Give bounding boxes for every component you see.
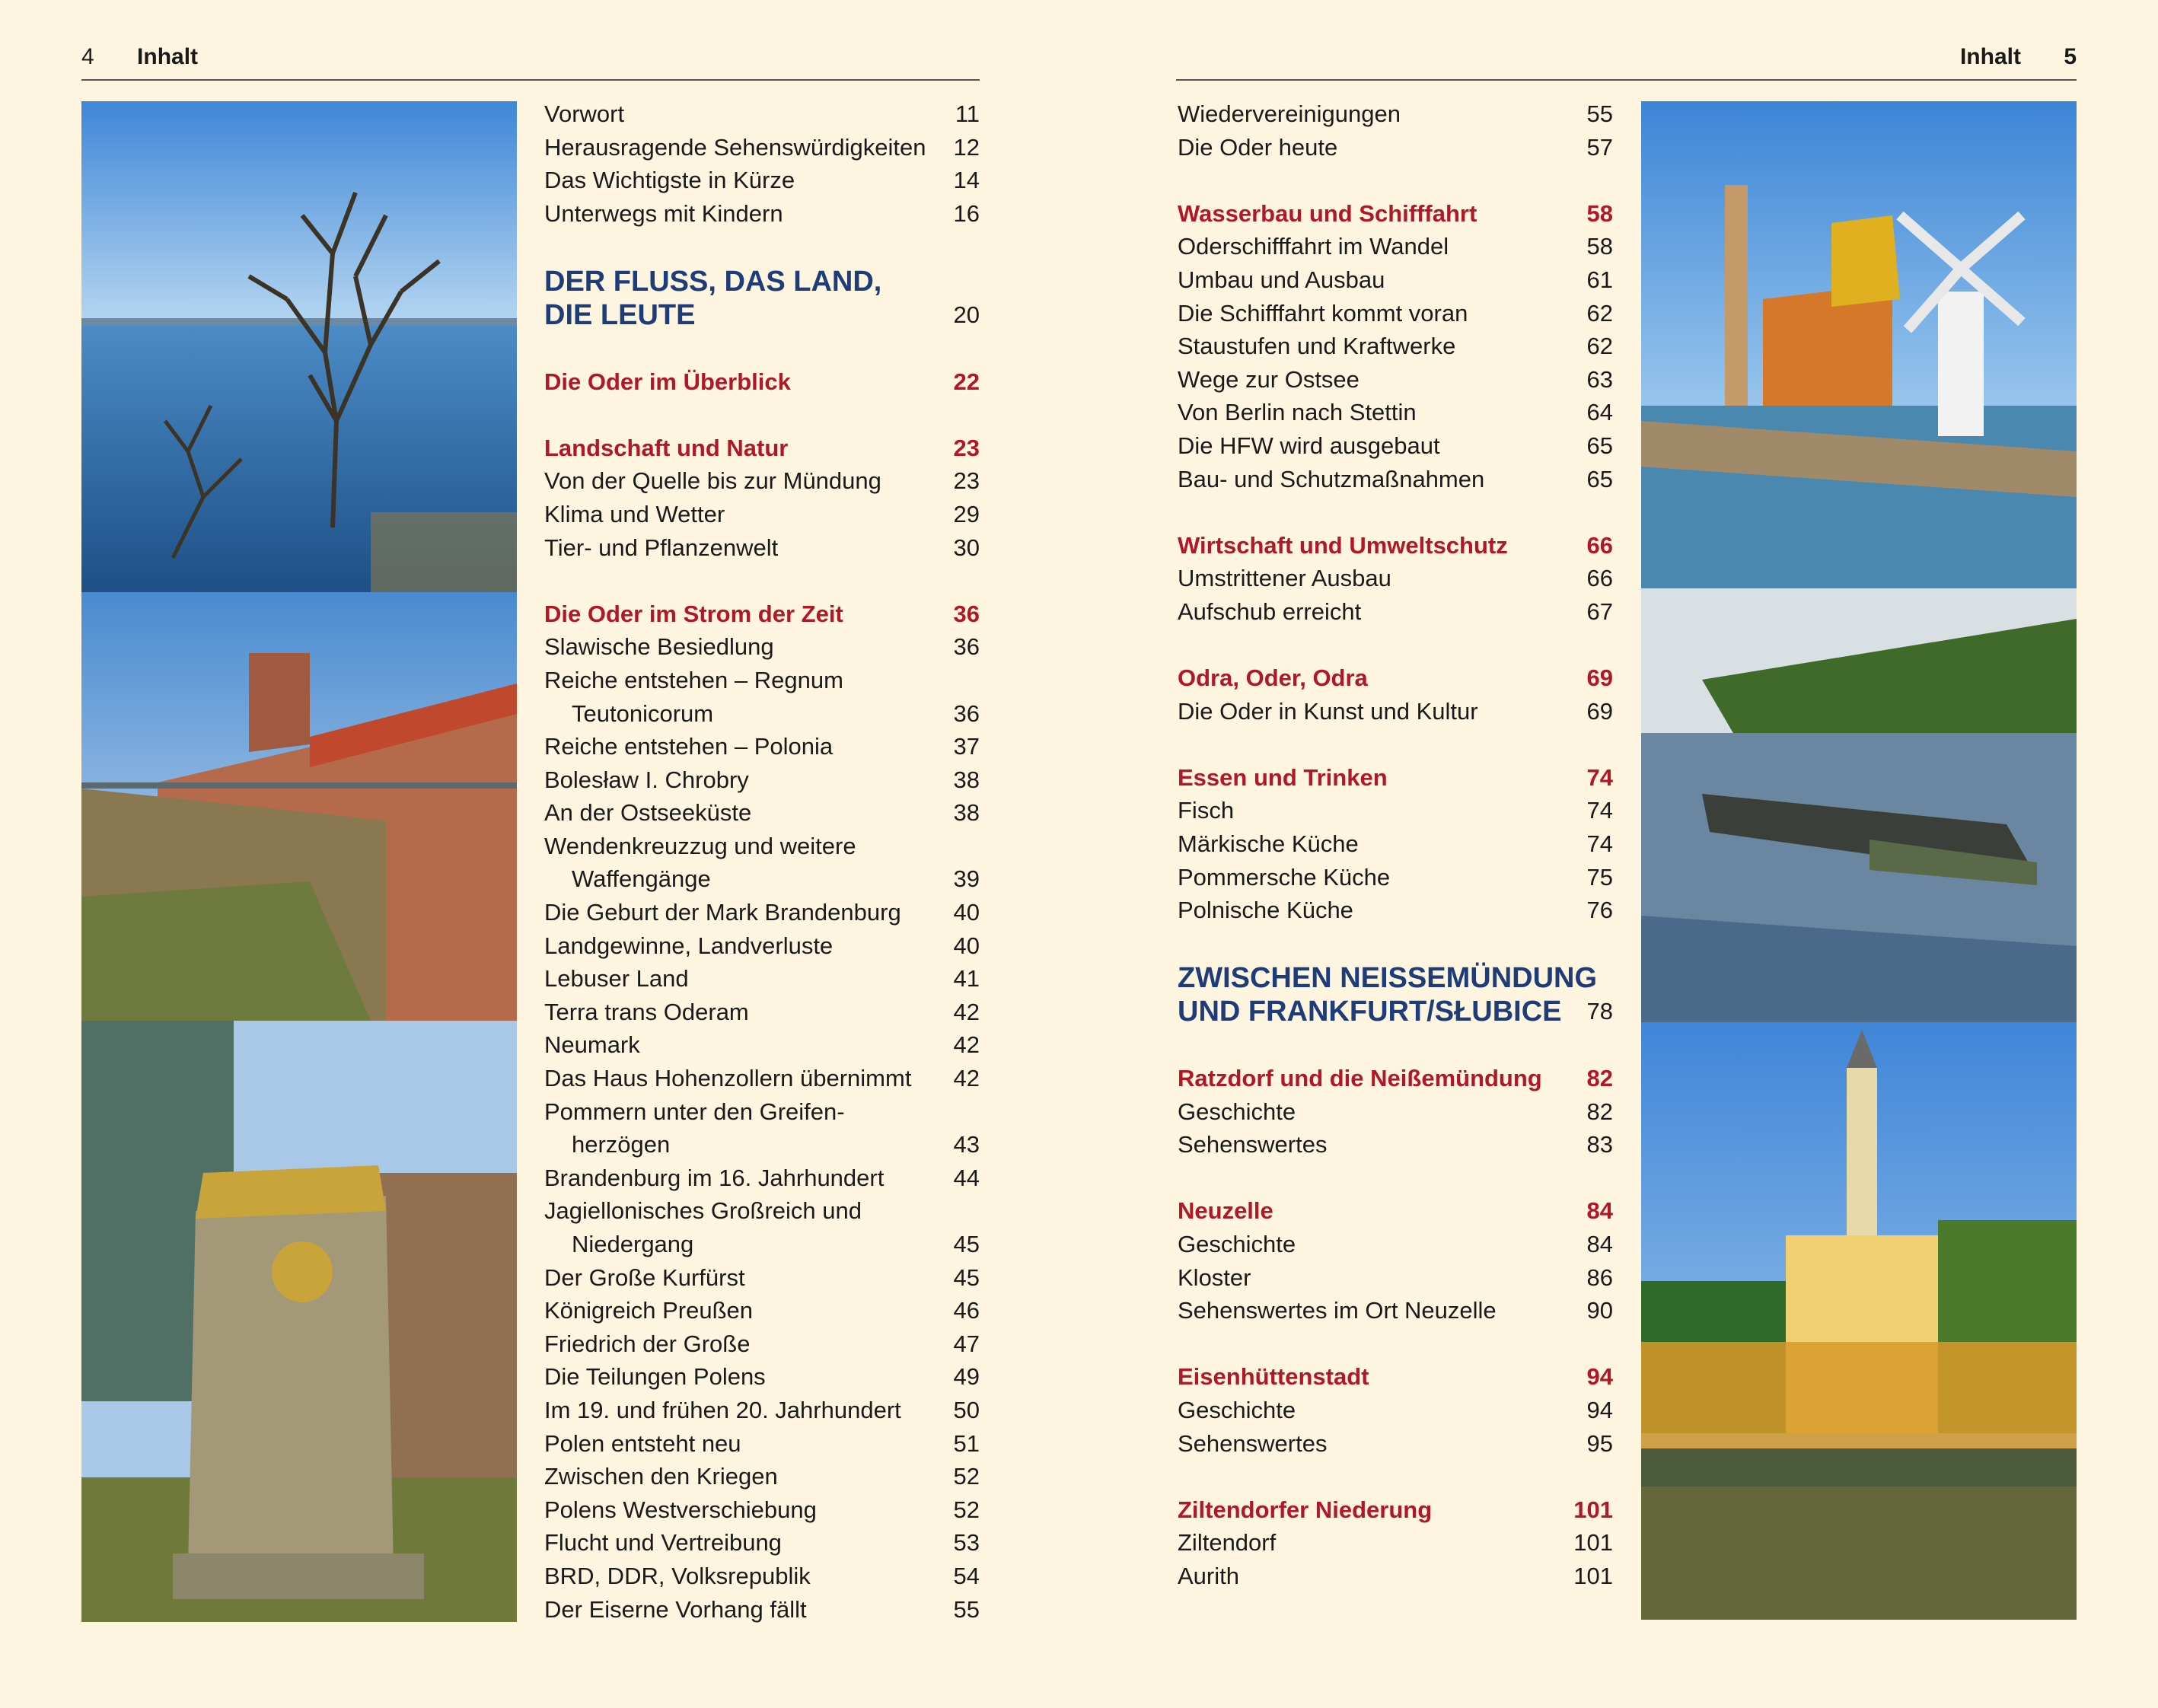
toc-spacer: [544, 230, 980, 263]
toc-page-number: 23: [953, 467, 980, 495]
toc-page-number: 30: [953, 534, 980, 561]
toc-entry[interactable]: [544, 131, 980, 164]
toc-page-number: 42: [953, 1065, 980, 1092]
toc-page-number: 55: [1586, 100, 1613, 127]
toc-entry-label: Königreich Preußen: [544, 1297, 753, 1324]
toc-entry-label: Friedrich der Große: [544, 1330, 751, 1357]
toc-entry[interactable]: [544, 1560, 980, 1593]
toc-page-number: 65: [1586, 465, 1613, 492]
toc-page-number: 69: [1586, 664, 1613, 692]
toc-page-number: 40: [953, 932, 980, 959]
right-table-of-contents: [1178, 97, 1613, 1593]
toc-page-number: 54: [953, 1562, 980, 1589]
toc-page-number: 49: [953, 1363, 980, 1391]
toc-entry-label: Klima und Wetter: [544, 500, 725, 527]
toc-entry-label: Lebuser Land: [544, 965, 689, 993]
toc-page-number: 58: [1586, 233, 1613, 260]
toc-page-number: 66: [1586, 565, 1613, 592]
toc-entry[interactable]: [544, 730, 980, 763]
toc-page-number: 22: [953, 368, 980, 395]
toc-page-number: 82: [1586, 1065, 1613, 1092]
toc-entry[interactable]: [1178, 330, 1613, 363]
toc-entry[interactable]: [544, 1526, 980, 1560]
toc-entry-label: Von der Quelle bis zur Mündung: [544, 467, 881, 495]
left-header-title: Inhalt: [137, 44, 199, 69]
toc-entry-label: Geschichte: [1178, 1098, 1296, 1125]
right-page-header: [1960, 44, 2077, 70]
toc-page-number: 42: [953, 1031, 980, 1059]
toc-page-number: 11: [955, 100, 980, 127]
toc-spacer: [1178, 1028, 1613, 1062]
toc-spacer: [1178, 1327, 1613, 1361]
toc-entry-label: Sehenswertes: [1178, 1131, 1328, 1158]
toc-entry[interactable]: [544, 630, 980, 664]
toc-page-number: 74: [1586, 797, 1613, 824]
photo-port-windmill: [1641, 101, 2077, 588]
toc-entry[interactable]: [544, 1128, 980, 1162]
right-header-rule: [1176, 79, 2077, 81]
toc-entry[interactable]: [544, 962, 980, 996]
toc-entry[interactable]: [544, 929, 980, 963]
toc-entry-label: Waffengänge: [572, 865, 711, 893]
toc-page-number: 43: [953, 1131, 980, 1158]
toc-entry-label: Reiche entstehen – Polonia: [544, 733, 834, 760]
toc-entry[interactable]: [1178, 131, 1613, 164]
toc-section-heading[interactable]: [544, 597, 980, 631]
toc-entry-label: Herausragende Sehenswürdigkeiten: [544, 133, 926, 161]
right-page-number: 5: [2064, 44, 2077, 69]
toc-entry[interactable]: [544, 1460, 980, 1493]
left-page-number: 4: [81, 44, 94, 69]
toc-entry-label: Jagiellonisches Großreich und: [544, 1197, 862, 1225]
toc-spacer: [1178, 927, 1613, 961]
toc-entry[interactable]: [1178, 1526, 1613, 1560]
toc-page-number: 62: [1586, 333, 1613, 360]
toc-page-number: 75: [1586, 863, 1613, 891]
toc-entry[interactable]: [1178, 794, 1613, 827]
toc-entry-label: Kloster: [1178, 1263, 1251, 1291]
toc-entry-label: Sehenswertes: [1178, 1429, 1328, 1457]
toc-page-number: 39: [953, 865, 980, 893]
toc-entry-label: Märkische Küche: [1178, 830, 1359, 858]
toc-entry[interactable]: [544, 164, 980, 197]
toc-page-number: 53: [953, 1529, 980, 1557]
toc-entry[interactable]: [544, 862, 980, 896]
toc-page-number: 52: [953, 1463, 980, 1490]
toc-entry-label: Vorwort: [544, 100, 625, 127]
toc-major-heading[interactable]: [1178, 961, 1613, 1028]
toc-entry[interactable]: [1178, 97, 1613, 131]
toc-entry[interactable]: [544, 498, 980, 531]
toc-entry[interactable]: [544, 531, 980, 565]
toc-entry-label: Umstrittener Ausbau: [1178, 565, 1391, 592]
toc-page-number: 16: [953, 199, 980, 227]
toc-entry-label: Bolesław I. Chrobry: [544, 766, 749, 793]
toc-entry-label: Landschaft und Natur: [544, 434, 789, 461]
toc-page-number: 14: [953, 167, 980, 194]
toc-entry-label: Tier- und Pflanzenwelt: [544, 534, 779, 561]
toc-entry-label: Die Oder in Kunst und Kultur: [1178, 697, 1478, 725]
toc-entry[interactable]: [544, 1028, 980, 1062]
toc-entry-label: Oderschifffahrt im Wandel: [1178, 233, 1449, 260]
right-header-title: Inhalt: [1959, 44, 2021, 69]
toc-entry-label: Die HFW wird ausgebaut: [1178, 432, 1440, 459]
toc-entry[interactable]: [1178, 562, 1613, 595]
toc-page-number: 101: [1573, 1562, 1613, 1589]
toc-entry-label: Der Große Kurfürst: [544, 1263, 745, 1291]
toc-entry-label: Die Geburt der Mark Brandenburg: [544, 899, 901, 926]
toc-major-heading-line: DER FLUSS, DAS LAND,: [544, 265, 882, 298]
toc-page-number: 12: [953, 133, 980, 161]
toc-section-heading[interactable]: [1178, 529, 1613, 562]
photo-fortress-wall: [81, 592, 517, 1021]
toc-entry[interactable]: [544, 1261, 980, 1295]
left-header-rule: [81, 79, 980, 81]
toc-entry[interactable]: [544, 896, 980, 929]
toc-entry[interactable]: [544, 1162, 980, 1195]
toc-section-heading[interactable]: [1178, 761, 1613, 795]
toc-page-number: 61: [1586, 266, 1613, 293]
toc-spacer: [1178, 1162, 1613, 1195]
toc-entry[interactable]: [544, 1228, 980, 1261]
toc-entry[interactable]: [544, 1593, 980, 1627]
toc-page-number: 94: [1586, 1363, 1613, 1391]
toc-page-number: 78: [1586, 998, 1613, 1025]
toc-entry-label: Brandenburg im 16. Jahrhundert: [544, 1164, 885, 1191]
toc-page-number: 36: [953, 600, 980, 627]
toc-page-number: 84: [1586, 1231, 1613, 1257]
toc-entry-label: An der Ostseeküste: [544, 799, 752, 827]
toc-page-number: 51: [953, 1429, 980, 1457]
toc-page-number: 36: [953, 633, 980, 661]
toc-page-number: 67: [1586, 597, 1613, 625]
toc-entry-label: Ziltendorf: [1178, 1529, 1277, 1557]
toc-page-number: 90: [1586, 1297, 1613, 1324]
toc-entry[interactable]: [1178, 1095, 1613, 1129]
toc-entry-label: Slawische Besiedlung: [544, 633, 774, 661]
toc-entry[interactable]: [544, 697, 980, 731]
toc-entry-label: Wendenkreuzzug und weitere: [544, 832, 856, 859]
toc-entry[interactable]: [544, 464, 980, 498]
toc-entry-label: Reiche entstehen – Regnum: [544, 666, 843, 693]
toc-page-number: 65: [1586, 432, 1613, 459]
toc-entry[interactable]: [1178, 1427, 1613, 1461]
toc-entry-label: Terra trans Oderam: [544, 998, 749, 1025]
toc-page-number: 84: [1586, 1197, 1613, 1225]
toc-entry-label: Polnische Küche: [1178, 897, 1353, 924]
toc-entry[interactable]: [544, 1493, 980, 1527]
toc-page-number: 55: [953, 1595, 980, 1623]
toc-entry-label: Die Oder heute: [1178, 133, 1338, 161]
toc-entry-label: Die Schifffahrt kommt voran: [1178, 299, 1468, 327]
toc-entry[interactable]: [1178, 463, 1613, 496]
toc-entry[interactable]: [1178, 1228, 1613, 1261]
toc-entry[interactable]: [1178, 297, 1613, 330]
toc-entry[interactable]: [1178, 695, 1613, 728]
toc-entry-label: Im 19. und frühen 20. Jahrhundert: [544, 1396, 901, 1423]
toc-entry-label: herzögen: [572, 1131, 671, 1158]
toc-entry[interactable]: [1178, 1294, 1613, 1327]
toc-entry-label: Sehenswertes im Ort Neuzelle: [1178, 1297, 1497, 1324]
toc-entry-label: Polen entsteht neu: [544, 1429, 741, 1457]
toc-section-heading[interactable]: [1178, 197, 1613, 231]
toc-entry-label: Das Haus Hohenzollern übernimmt: [544, 1065, 912, 1092]
toc-entry[interactable]: [544, 1194, 980, 1228]
toc-entry-label: Staustufen und Kraftwerke: [1178, 333, 1456, 360]
toc-page-number: 62: [1586, 299, 1613, 327]
toc-entry[interactable]: [1178, 396, 1613, 429]
toc-entry-label: Wirtschaft und Umweltschutz: [1178, 531, 1508, 559]
toc-entry[interactable]: [544, 664, 980, 697]
toc-page-number: 44: [953, 1164, 980, 1191]
toc-entry[interactable]: [544, 830, 980, 863]
toc-entry[interactable]: [544, 1327, 980, 1361]
toc-entry[interactable]: [544, 97, 980, 131]
toc-entry-label: Das Wichtigste in Kürze: [544, 167, 795, 194]
toc-page-number: 36: [953, 699, 980, 727]
toc-major-heading-line: DIE LEUTE: [544, 298, 696, 331]
toc-entry[interactable]: [544, 763, 980, 797]
toc-section-heading[interactable]: [544, 365, 980, 399]
toc-entry-label: Eisenhüttenstadt: [1178, 1363, 1369, 1391]
toc-entry[interactable]: [1178, 1394, 1613, 1427]
toc-entry[interactable]: [544, 1427, 980, 1461]
toc-major-heading[interactable]: [544, 265, 980, 332]
toc-entry-label: Pommersche Küche: [1178, 863, 1391, 891]
toc-entry-label: Wiedervereinigungen: [1178, 100, 1401, 127]
toc-entry-label: Umbau und Ausbau: [1178, 266, 1385, 293]
toc-page-number: 38: [953, 766, 980, 793]
photo-neuzelle-church: [1641, 1022, 2077, 1620]
toc-spacer: [1178, 1460, 1613, 1493]
toc-page-number: 38: [953, 799, 980, 827]
toc-entry-label: Niedergang: [572, 1231, 694, 1257]
toc-page-number: 42: [953, 998, 980, 1025]
toc-entry-label: Neuzelle: [1178, 1197, 1273, 1225]
photo-barge-river: [1641, 588, 2077, 1022]
toc-entry[interactable]: [1178, 1261, 1613, 1295]
toc-entry-label: Flucht und Vertreibung: [544, 1529, 782, 1557]
toc-entry[interactable]: [1178, 827, 1613, 861]
toc-entry-label: Polens Westverschiebung: [544, 1496, 817, 1523]
toc-spacer: [544, 398, 980, 432]
toc-section-heading[interactable]: [1178, 1062, 1613, 1095]
toc-entry-label: Die Oder im Strom der Zeit: [544, 600, 843, 627]
toc-page-number: 66: [1586, 531, 1613, 559]
toc-entry-label: Ratzdorf und die Neißemündung: [1178, 1065, 1542, 1092]
toc-entry[interactable]: [544, 1394, 980, 1427]
toc-entry-label: BRD, DDR, Volksrepublik: [544, 1562, 811, 1589]
toc-page-number: 52: [953, 1496, 980, 1523]
toc-entry[interactable]: [544, 796, 980, 830]
toc-page-number: 83: [1586, 1131, 1613, 1158]
toc-page-number: 86: [1586, 1263, 1613, 1291]
toc-entry[interactable]: [1178, 595, 1613, 629]
toc-page-number: 29: [953, 500, 980, 527]
toc-major-heading-line: ZWISCHEN NEISSEMÜNDUNG: [1178, 962, 1598, 995]
toc-entry[interactable]: [1178, 1128, 1613, 1162]
toc-page-number: 74: [1586, 830, 1613, 858]
toc-entry-label: Landgewinne, Landverluste: [544, 932, 834, 959]
toc-section-heading[interactable]: [544, 432, 980, 465]
toc-section-heading[interactable]: [1178, 1493, 1613, 1527]
toc-entry-label: Geschichte: [1178, 1231, 1296, 1257]
toc-entry-label: Von Berlin nach Stettin: [1178, 399, 1417, 426]
toc-page-number: 46: [953, 1297, 980, 1324]
toc-entry[interactable]: [544, 1294, 980, 1327]
toc-page-number: 101: [1573, 1529, 1613, 1557]
toc-section-heading[interactable]: [1178, 1360, 1613, 1394]
toc-page-number: 64: [1586, 399, 1613, 426]
toc-entry-label: Geschichte: [1178, 1396, 1296, 1423]
toc-page-number: 63: [1586, 365, 1613, 393]
toc-entry-label: Neumark: [544, 1031, 640, 1059]
toc-entry[interactable]: [544, 1095, 980, 1129]
toc-entry[interactable]: [1178, 263, 1613, 297]
toc-entry[interactable]: [1178, 1560, 1613, 1593]
toc-spacer: [544, 564, 980, 597]
left-table-of-contents: [544, 97, 980, 1626]
toc-entry[interactable]: [1178, 230, 1613, 263]
toc-section-heading[interactable]: [1178, 1194, 1613, 1228]
toc-entry[interactable]: [544, 1062, 980, 1095]
toc-entry-label: Ziltendorfer Niederung: [1178, 1496, 1433, 1523]
toc-page-number: 45: [953, 1231, 980, 1257]
photo-monument: [81, 1021, 517, 1622]
toc-spacer: [1178, 728, 1613, 761]
toc-entry-label: Zwischen den Kriegen: [544, 1463, 778, 1490]
toc-page-number: 58: [1586, 199, 1613, 227]
toc-page-number: 94: [1586, 1396, 1613, 1423]
toc-page-number: 82: [1586, 1098, 1613, 1125]
toc-entry-label: Pommern unter den Greifen-: [544, 1098, 845, 1125]
toc-page-number: 50: [953, 1396, 980, 1423]
toc-page-number: 57: [1586, 133, 1613, 161]
toc-entry[interactable]: [1178, 429, 1613, 463]
toc-entry[interactable]: [544, 996, 980, 1029]
toc-entry[interactable]: [544, 1360, 980, 1394]
toc-entry-label: Wege zur Ostsee: [1178, 365, 1360, 393]
toc-page-number: 47: [953, 1330, 980, 1357]
toc-entry[interactable]: [1178, 363, 1613, 397]
toc-entry-label: Fisch: [1178, 797, 1235, 824]
toc-page-number: 37: [953, 733, 980, 760]
toc-page-number: 95: [1586, 1429, 1613, 1457]
toc-spacer: [544, 332, 980, 365]
toc-page-number: 74: [1586, 763, 1613, 791]
toc-page-number: 40: [953, 899, 980, 926]
toc-page-number: 45: [953, 1263, 980, 1291]
toc-entry[interactable]: [1178, 894, 1613, 927]
toc-entry[interactable]: [1178, 861, 1613, 894]
toc-page-number: 69: [1586, 697, 1613, 725]
toc-entry-label: Essen und Trinken: [1178, 763, 1388, 791]
toc-entry-label: Die Teilungen Polens: [544, 1363, 766, 1391]
left-page-header: [81, 44, 198, 70]
toc-major-heading-line: UND FRANKFURT/SŁUBICE: [1178, 996, 1562, 1028]
toc-section-heading[interactable]: [1178, 661, 1613, 695]
toc-spacer: [1178, 629, 1613, 662]
toc-spacer: [1178, 496, 1613, 529]
toc-page-number: 20: [953, 301, 980, 328]
toc-entry-label: Aurith: [1178, 1562, 1239, 1589]
toc-entry-label: Unterwegs mit Kindern: [544, 199, 783, 227]
toc-entry-label: Der Eiserne Vorhang fällt: [544, 1595, 807, 1623]
toc-entry[interactable]: [544, 197, 980, 231]
toc-spacer: [1178, 164, 1613, 197]
toc-page-number: 76: [1586, 897, 1613, 924]
toc-entry-label: Odra, Oder, Odra: [1178, 664, 1368, 692]
toc-page-number: 101: [1573, 1496, 1613, 1523]
toc-entry-label: Teutonicorum: [572, 699, 714, 727]
toc-entry-label: Wasserbau und Schifffahrt: [1178, 199, 1477, 227]
toc-entry-label: Die Oder im Überblick: [544, 368, 791, 395]
toc-entry-label: Bau- und Schutzmaßnahmen: [1178, 465, 1485, 492]
toc-entry-label: Aufschub erreicht: [1178, 597, 1362, 625]
toc-page-number: 41: [953, 965, 980, 993]
toc-page-number: 23: [953, 434, 980, 461]
photo-flooded-tree: [81, 101, 517, 592]
